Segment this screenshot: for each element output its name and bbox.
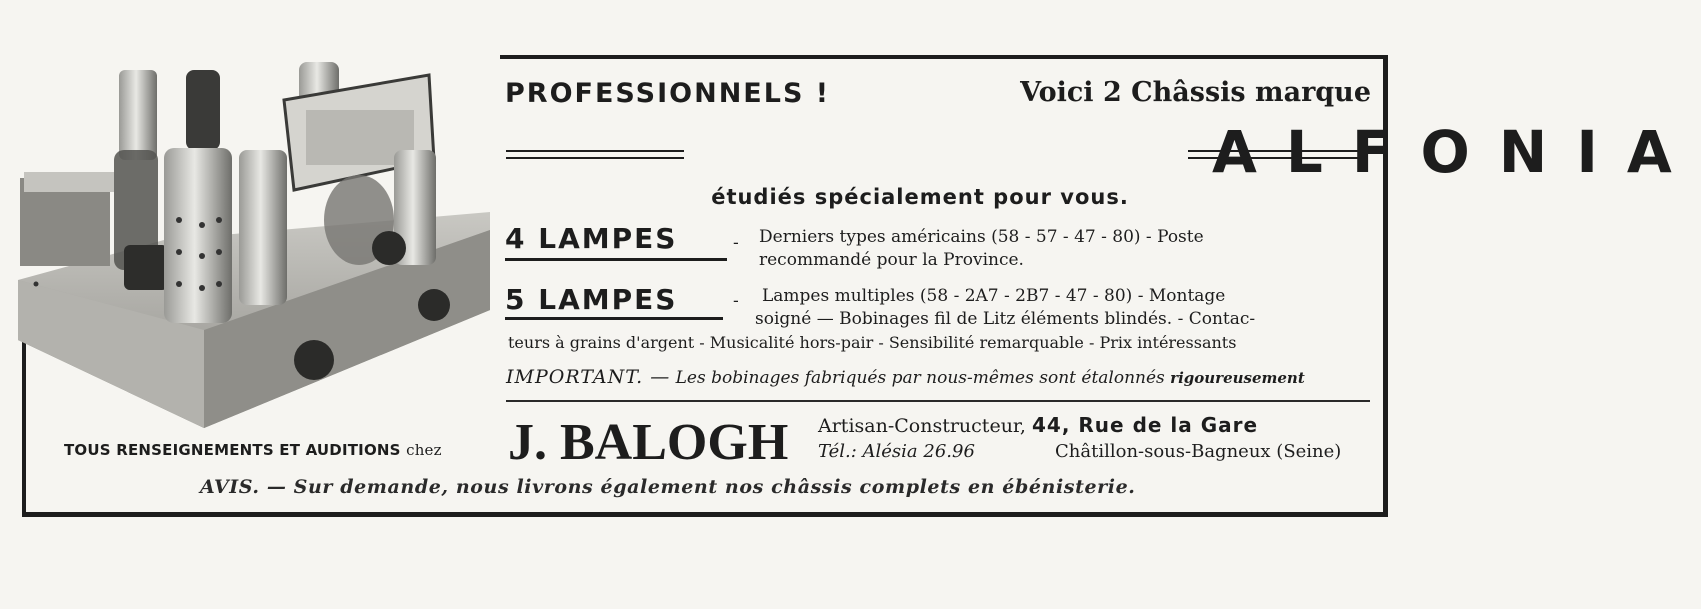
frame-top-rule: [500, 55, 1387, 59]
brand-rule-right: [1188, 150, 1368, 159]
brand-rule-left: [506, 150, 684, 159]
brand-name: ALFONIA: [1212, 118, 1701, 186]
contact-phone: Tél.: Alésia 26.96: [818, 441, 975, 462]
radio-chassis-photo: [14, 40, 492, 432]
brand-block: [500, 118, 1701, 188]
model-5-dash: -: [733, 291, 739, 311]
frame-bottom-rule: [22, 512, 1388, 517]
model-4-title: 4 LAMPES: [505, 222, 677, 255]
contact-role-address: Artisan-Constructeur, 44, Rue de la Gare: [818, 413, 1259, 437]
model-4-line2: recommandé pour la Province.: [759, 250, 1024, 270]
model-5-line2: soigné — Bobinages fil de Litz éléments blindés. - Contac-: [755, 309, 1256, 329]
important-text: Les bobinages fabriqués par nous-mêmes sont étalonnés: [675, 368, 1165, 388]
model-5-line1: Lampes multiples (58 - 2A7 - 2B7 - 47 - 80) - Montage: [762, 286, 1226, 306]
headline: [505, 75, 1371, 115]
section-divider: [506, 400, 1370, 402]
notice: AVIS. — Sur demande, nous livrons également nos châssis complets en ébénisterie.: [200, 476, 1136, 498]
important-lead: IMPORTANT. —: [506, 366, 671, 388]
model-4-dash: -: [733, 233, 739, 253]
model-4-line1: Derniers types américains (58 - 57 - 47 - 80) - Poste: [759, 227, 1204, 247]
headline-rest: Voici 2 Châssis marque: [1020, 77, 1371, 108]
important-end: rigoureusement: [1170, 369, 1305, 387]
contact-city: Châtillon-sous-Bagneux (Seine): [1055, 441, 1342, 462]
model-5-title: 5 LAMPES: [505, 283, 677, 316]
subtitle: étudiés spécialement pour vous.: [711, 185, 1129, 209]
company-name: J. BALOGH: [508, 414, 789, 471]
contact-intro: TOUS RENSEIGNEMENTS ET AUDITIONS chez: [64, 441, 442, 459]
headline-lead: PROFESSIONNELS !: [505, 78, 831, 109]
model-5-line3: teurs à grains d'argent - Musicalité hors-pair - Sensibilité remarquable - Prix intéressants: [508, 333, 1237, 352]
important-note: [506, 366, 1372, 388]
